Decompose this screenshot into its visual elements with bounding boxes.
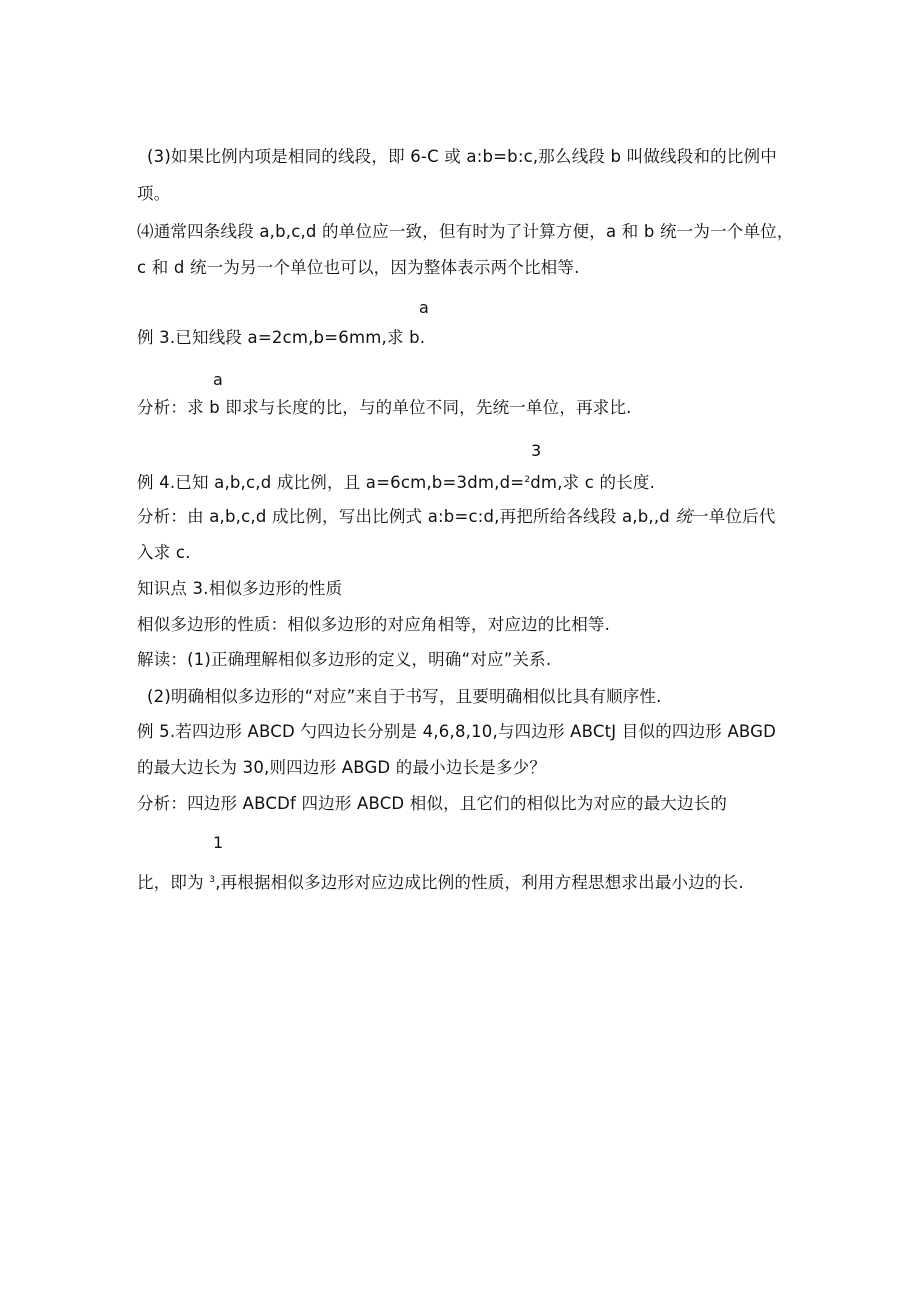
paragraph-4-line-2: c 和 d 统一为另一个单位也可以，因为整体表示两个比相等. xyxy=(137,258,580,277)
analysis-4-text-b: 一单位后代 xyxy=(692,507,776,526)
paragraph-3-line-2: 项。 xyxy=(137,184,171,203)
example-4-text-a: 例 4.已知 a,b,c,d 成比例，且 a=6cm,b=3dm,d= xyxy=(137,473,525,492)
example-5-line-2: 的最大边长为 30,则四边形 ABGD 的最小边长是多少？ xyxy=(137,758,547,777)
example-4-superscript: 2 xyxy=(524,475,531,485)
analysis-5-fraction-numerator: 1 xyxy=(213,833,224,852)
analysis-5-superscript: 3 xyxy=(209,875,216,885)
analysis-5-line-2 xyxy=(137,869,744,894)
paragraph-3-line-1: (3)如果比例内项是相同的线段，即 6-C 或 a:b=b:c,那么线段 b 叫做线段和的比例中 xyxy=(147,147,777,166)
analysis-4-italic-char: 统 xyxy=(675,507,693,526)
example-3: 例 3.已知线段 a=2cm,b=6mm,求 b. xyxy=(137,328,426,347)
analysis-3-fraction-numerator: a xyxy=(213,370,223,389)
analysis-5-text-a: 比，即为 xyxy=(137,873,210,892)
interpretation-1: 解读：(1)正确理解相似多边形的定义，明确“对应”关系. xyxy=(137,650,552,669)
knowledge-point-3-title: 知识点 3.相似多边形的性质 xyxy=(137,579,343,598)
example-5-line-1: 例 5.若四边形 ABCD 勺四边长分别是 4,6,8,10,与四边形 ABCtJ 目似的四边形 ABGD xyxy=(137,722,777,741)
paragraph-4-line-1: ⑷通常四条线段 a,b,c,d 的单位应一致，但有时为了计算方便，a 和 b 统一为一个单位， xyxy=(137,222,794,241)
knowledge-point-3-body: 相似多边形的性质：相似多边形的对应角相等，对应边的比相等. xyxy=(137,615,611,634)
example-4-fraction-numerator: 3 xyxy=(531,441,542,460)
analysis-4-line-2: 入求 c. xyxy=(137,543,191,562)
analysis-4-text-a: 分析：由 a,b,c,d 成比例，写出比例式 a:b=c:d,再把所给各线段 a,b,,d xyxy=(137,507,676,526)
example-4 xyxy=(137,469,655,494)
analysis-5-text-b: ,再根据相似多边形对应边成比例的性质，利用方程思想求出最小边的长. xyxy=(215,873,744,892)
example-4-text-b: dm,求 c 的长度. xyxy=(530,473,656,492)
example-3-fraction-numerator: a xyxy=(419,298,429,317)
analysis-4-line-1 xyxy=(137,506,776,528)
analysis-3: 分析：求 b 即求与长度的比，与的单位不同，先统一单位，再求比. xyxy=(137,398,632,417)
analysis-5-line-1: 分析：四边形 ABCDf 四边形 ABCD 相似，且它们的相似比为对应的最大边长的 xyxy=(137,794,728,813)
interpretation-2: (2)明确相似多边形的“对应”来自于书写，且要明确相似比具有顺序性. xyxy=(147,687,662,706)
